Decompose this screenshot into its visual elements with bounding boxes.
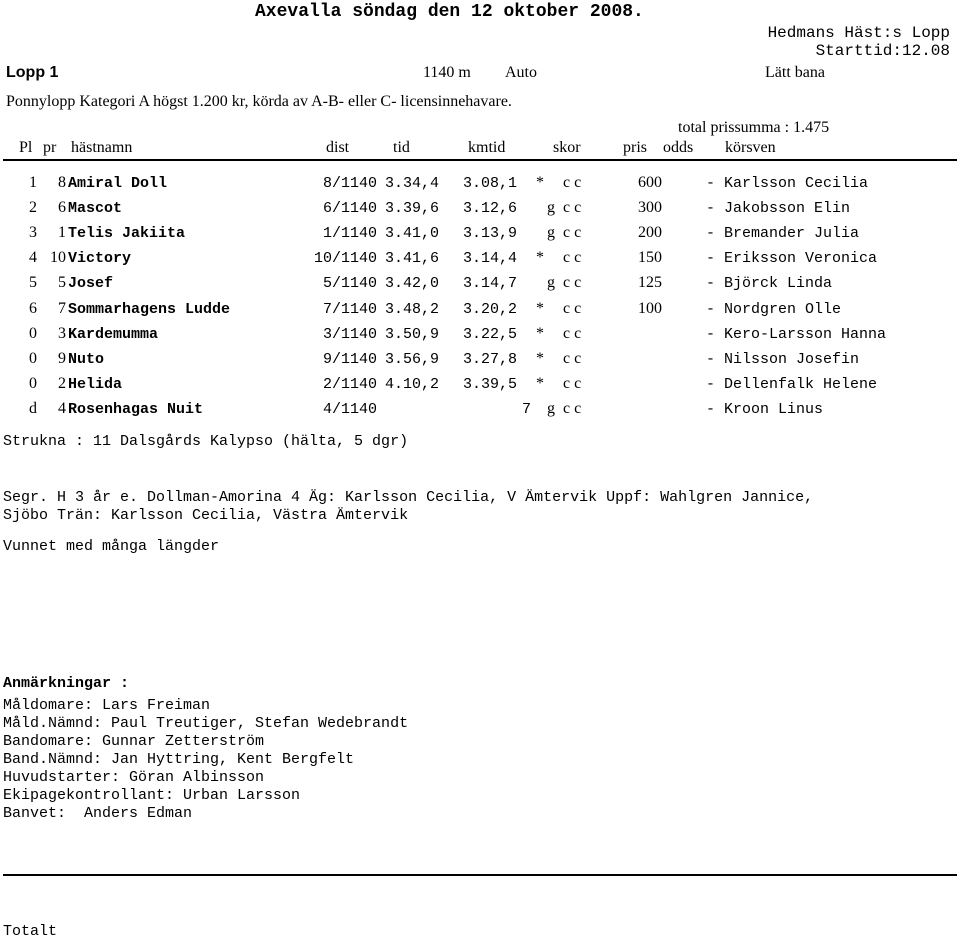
cell-prize: 300 — [638, 199, 662, 217]
cell-time: 3.41,6 — [385, 250, 440, 268]
cell-start-number: 9 — [58, 349, 66, 367]
cell-placement: 5 — [29, 274, 37, 292]
cell-start-number: 7 — [58, 299, 66, 317]
cell-gallop-mark: * — [536, 249, 544, 267]
cell-prize: 200 — [638, 224, 662, 242]
cell-time: 3.50,9 — [385, 325, 440, 343]
remark-line: Måldomare: Lars Freiman — [3, 697, 211, 714]
col-dist: dist — [326, 139, 350, 156]
remark-line: Måld.Nämnd: Paul Treutiger, Stefan Wedebrandt — [3, 715, 409, 732]
cell-horse-name: Mascot — [68, 200, 123, 218]
cell-gallop-mark: * — [536, 299, 544, 317]
cell-horse-name: Rosenhagas Nuit — [68, 400, 204, 418]
col-pl: Pl — [19, 139, 33, 156]
col-tid: tid — [393, 139, 410, 156]
cell-driver: - Kero-Larsson Hanna — [706, 325, 887, 343]
cell-distance: 9/1140 — [322, 350, 377, 368]
cell-time: 3.42,0 — [385, 275, 440, 293]
cell-placement: 2 — [29, 199, 37, 217]
col-driver: körsven — [725, 139, 776, 156]
cell-shoes: c c — [563, 324, 582, 342]
cell-placement: 6 — [29, 299, 37, 317]
scratched-horses: Strukna : 11 Dalsgårds Kalypso (hälta, 5 dgr) — [3, 433, 409, 450]
cell-placement: 0 — [29, 349, 37, 367]
cell-km-time: 3.20,2 — [463, 300, 518, 318]
cell-time: 3.56,9 — [385, 350, 440, 368]
cell-horse-name: Kardemumma — [68, 325, 159, 343]
cell-placement: 0 — [29, 374, 37, 392]
cell-km-time: 3.13,9 — [463, 225, 518, 243]
cell-prize: 125 — [638, 274, 662, 292]
cell-start-number: 10 — [50, 249, 66, 267]
cell-placement: 1 — [29, 174, 37, 191]
race-name: Lopp 1 — [6, 64, 59, 81]
cell-g-mark: g — [547, 399, 555, 417]
cell-prize: 100 — [638, 299, 662, 317]
cell-driver: - Karlsson Cecilia — [706, 175, 869, 192]
cell-gallop-mark: * — [536, 174, 544, 191]
cell-driver: - Bremander Julia — [706, 225, 860, 243]
remark-line: Bandomare: Gunnar Zetterström — [3, 733, 265, 750]
cell-gallop-mark: * — [536, 349, 544, 367]
col-name: hästnamn — [71, 139, 133, 156]
cell-km-time: 3.27,8 — [463, 350, 518, 368]
col-kmtid: kmtid — [468, 139, 506, 156]
header-divider — [3, 159, 957, 161]
cell-driver: - Nordgren Olle — [706, 300, 842, 318]
cell-horse-name: Amiral Doll — [68, 175, 168, 192]
cell-distance: 5/1140 — [322, 275, 377, 293]
remarks-heading: Anmärkningar : — [3, 675, 130, 692]
cell-distance: 10/1140 — [313, 250, 377, 268]
start-time: Starttid:12.08 — [815, 42, 950, 60]
cell-time: 4.10,2 — [385, 375, 440, 393]
cell-driver: - Kroon Linus — [706, 400, 824, 418]
cell-km-time: 3.12,6 — [463, 200, 518, 218]
cell-horse-name: Nuto — [68, 350, 105, 368]
remark-line: Ekipagekontrollant: Urban Larsson — [3, 787, 301, 804]
cell-distance: 1/1140 — [322, 225, 377, 243]
race-conditions: Ponnylopp Kategori A högst 1.200 kr, körda av A-B- eller C- licensinnehavare. — [6, 93, 512, 110]
race-sponsor: Hedmans Häst:s Lopp — [767, 24, 950, 42]
cell-placement: 4 — [29, 249, 37, 267]
cell-start-number: 5 — [58, 274, 66, 292]
cell-shoes: c c — [563, 174, 582, 191]
remark-line: Band.Nämnd: Jan Hyttring, Kent Bergfelt — [3, 751, 355, 768]
cell-distance: 2/1140 — [322, 375, 377, 393]
cell-driver: - Björck Linda — [706, 275, 833, 293]
cell-shoes: c c — [563, 349, 582, 367]
cell-placement: 3 — [29, 224, 37, 242]
cell-time: 3.39,6 — [385, 200, 440, 218]
remark-line: Huvudstarter: Göran Albinsson — [3, 769, 265, 786]
prize-total: total prissumma : 1.475 — [678, 119, 830, 136]
start-method: Auto — [505, 64, 537, 81]
winner-info-line-1: Segr. H 3 år e. Dollman-Amorina 4 Äg: Karlsson Cecilia, V Ämtervik Uppf: Wahlgren Jannice, — [3, 489, 814, 506]
cell-time: 3.34,4 — [385, 175, 440, 192]
cell-horse-name: Sommarhagens Ludde — [68, 300, 231, 318]
cell-start-number: 3 — [58, 324, 66, 342]
winner-margin: Vunnet med många längder — [3, 538, 220, 555]
footer-divider — [3, 874, 957, 876]
cell-placement: 0 — [29, 324, 37, 342]
page-title: Axevalla söndag den 12 oktober 2008. — [255, 2, 644, 22]
winner-info-line-2: Sjöbo Trän: Karlsson Cecilia, Västra Ämtervik — [3, 507, 409, 524]
cell-placement: d — [29, 399, 37, 417]
cell-km-time: 3.39,5 — [463, 375, 518, 393]
cell-km-time: 3.22,5 — [463, 325, 518, 343]
col-pris: pris — [623, 139, 647, 156]
cell-shoes: c c — [563, 224, 582, 242]
cell-distance: 3/1140 — [322, 325, 377, 343]
cell-g-mark: g — [547, 199, 555, 217]
cell-distance: 7/1140 — [322, 300, 377, 318]
total-label: Totalt — [3, 923, 58, 940]
cell-driver: - Dellenfalk Helene — [706, 375, 878, 393]
cell-gallop-mark: * — [536, 374, 544, 392]
cell-shoes: c c — [563, 374, 582, 392]
cell-driver: - Eriksson Veronica — [706, 250, 878, 268]
cell-km-time: 3.14,4 — [463, 250, 518, 268]
col-odds: odds — [663, 139, 694, 156]
cell-g-mark: g — [547, 274, 555, 292]
cell-horse-name: Helida — [68, 375, 123, 393]
cell-start-number: 1 — [58, 224, 66, 242]
cell-distance: 6/1140 — [322, 200, 377, 218]
cell-shoes: c c — [563, 274, 582, 292]
cell-shoes: c c — [563, 199, 582, 217]
cell-start-number: 2 — [58, 374, 66, 392]
cell-distance: 4/1140 — [322, 400, 377, 418]
cell-shoes: c c — [563, 299, 582, 317]
col-pr: pr — [43, 139, 57, 156]
cell-shoes: c c — [563, 399, 582, 417]
col-skor: skor — [553, 139, 581, 156]
cell-time: 3.48,2 — [385, 300, 440, 318]
cell-km-time: 3.14,7 — [463, 275, 518, 293]
cell-prize: 600 — [638, 174, 662, 191]
cell-g-mark: g — [547, 224, 555, 242]
track-condition: Lätt bana — [765, 64, 825, 81]
remark-line: Banvet: Anders Edman — [3, 805, 193, 822]
cell-km-time: 7 — [522, 400, 532, 418]
cell-start-number: 4 — [58, 399, 66, 417]
cell-start-number: 6 — [58, 199, 66, 217]
race-distance: 1140 m — [423, 64, 471, 81]
cell-horse-name: Telis Jakiita — [68, 225, 186, 243]
cell-time: 3.41,0 — [385, 225, 440, 243]
cell-driver: - Nilsson Josefin — [706, 350, 860, 368]
cell-shoes: c c — [563, 249, 582, 267]
cell-gallop-mark: * — [536, 324, 544, 342]
cell-horse-name: Josef — [68, 275, 114, 293]
cell-distance: 8/1140 — [322, 175, 377, 192]
cell-horse-name: Victory — [68, 250, 132, 268]
cell-driver: - Jakobsson Elin — [706, 200, 851, 218]
cell-km-time: 3.08,1 — [463, 175, 518, 192]
cell-start-number: 8 — [58, 174, 66, 191]
cell-prize: 150 — [638, 249, 662, 267]
